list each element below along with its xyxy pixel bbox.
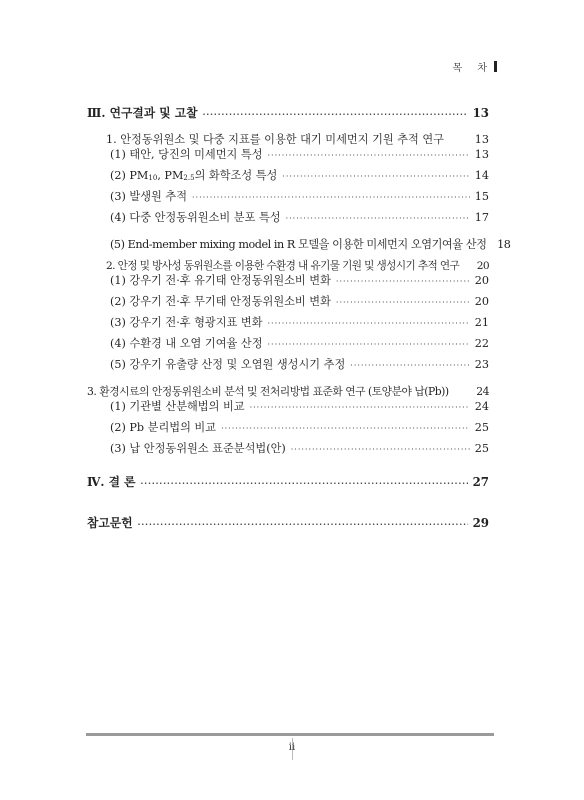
toc-entry-label: 참고문헌 [87,516,133,530]
footer-page-number: ii [288,742,296,753]
dot-leader [454,377,470,395]
toc-entry-label: (1) 태안, 당진의 미세먼지 특성 [110,148,263,161]
toc-entry-label: (5) End-member mixing model in R 모델을 이용한 미세먼지 오염기여율 산정 [110,238,487,251]
dot-leader [282,168,469,186]
dot-leader [449,125,470,143]
toc-entry-label: (4) 다중 안정동위원소비 분포 특성 [110,211,281,224]
toc-entry-3-1-2[interactable] [110,167,489,185]
toc-entry-page: 13 [474,133,489,146]
dot-leader [138,515,468,533]
toc-entry-label: (3) 발생원 추적 [110,190,187,203]
toc-entry-label: Ⅳ. 결 론 [87,475,136,489]
dot-leader [336,294,470,312]
dot-leader [268,315,470,333]
toc-entry-page: 15 [474,190,489,203]
toc-entry-3-2[interactable] [106,251,489,272]
toc-entry-page: 14 [474,169,489,182]
toc-entry-page: 25 [474,442,489,455]
dot-leader [221,420,470,438]
toc-entry-3-2-5[interactable] [110,356,489,374]
toc-entry-label: 1. 안정동위원소 및 다중 지표를 이용한 대기 미세먼지 기원 추적 연구 [106,133,445,146]
toc-entry-3-1-4[interactable] [110,209,489,227]
toc-entry-page: 13 [472,106,489,120]
toc-entry-page: 20 [474,274,489,287]
toc-entry-page: 23 [474,358,489,371]
dot-leader [336,273,470,291]
toc-entry-3-2-1[interactable] [110,272,489,290]
toc-entry-page: 13 [474,148,489,161]
toc-entry-label: 3. 환경시료의 안정동위원소비 분석 및 전처리방법 표준화 연구 (토양분야 납(Pb)) [87,385,449,398]
toc-entry-3-2-4[interactable] [110,335,489,353]
toc-entry-3-3[interactable] [87,377,489,398]
toc-entry-label: (2) $PM_{10}$, $PM_{2.5}$의 화학조성 특성 [110,169,278,182]
dot-leader [192,189,470,207]
toc-entry-3-1-5[interactable] [110,230,511,251]
toc-entry-references[interactable] [87,514,489,532]
toc-entry-page: 20 [474,295,489,308]
toc-entry-label: (2) 강우기 전·후 무기태 안정동위원소비 변화 [110,295,331,308]
dot-leader [464,251,470,269]
toc-entry-label: (1) 기관별 산분해법의 비교 [110,400,245,413]
toc-entry-label: (4) 수환경 내 오염 기여율 산정 [110,337,263,350]
dot-leader [268,336,470,354]
toc-entry-3-1[interactable] [106,125,489,146]
toc-header-title: 목 차 [452,63,493,74]
toc-entry-label: Ⅲ. 연구결과 및 고찰 [87,106,198,120]
toc-entry-page: 27 [472,475,489,489]
toc-entry-page: 29 [472,516,489,530]
toc-entry-page: 22 [474,337,489,350]
toc-entry-3-3-3[interactable] [110,440,489,458]
dot-leader [286,210,470,228]
header-bar-icon [494,61,497,72]
dot-leader [250,399,470,417]
toc-entry-page: 25 [474,421,489,434]
toc-entry-label: (1) 강우기 전·후 유기태 안정동위원소비 변화 [110,274,331,287]
toc-entry-label: (3) 납 안정동위원소 표준분석법(안) [110,442,286,455]
toc-entry-3-1-1[interactable] [110,146,489,164]
dot-leader [350,357,469,375]
dot-leader [291,441,470,459]
toc-entry-3-2-2[interactable] [110,293,489,311]
toc-entry-chapter-3[interactable] [87,104,489,122]
dot-leader [141,474,468,492]
toc-entry-label: (2) Pb 분리법의 비교 [110,421,217,434]
toc-entry-chapter-4[interactable] [87,473,489,491]
toc-entry-3-2-3[interactable] [110,314,489,332]
toc-entry-3-3-1[interactable] [110,398,489,416]
toc-entry-3-1-3[interactable] [110,188,489,206]
toc-entry-page: 24 [474,400,489,413]
toc-entry-page: 17 [474,211,489,224]
toc-entry-label: 2. 안정 및 방사성 동위원소를 이용한 수환경 내 유기물 기원 및 생성시기 추적 연구 [106,260,460,272]
toc-entry-page: 20 [476,260,489,272]
dot-leader [203,105,468,123]
dot-leader [268,147,470,165]
toc-entry-page: 21 [474,316,489,329]
footer-rule [86,733,494,736]
toc-entry-label: (3) 강우기 전·후 형광지표 변화 [110,316,263,329]
toc-header [453,59,498,74]
toc-entry-3-3-2[interactable] [110,419,489,437]
toc-entry-page: 24 [476,385,489,398]
toc-entry-label: (5) 강우기 유출량 산정 및 오염원 생성시기 추정 [110,358,346,371]
toc-entry-page: 18 [497,238,511,251]
